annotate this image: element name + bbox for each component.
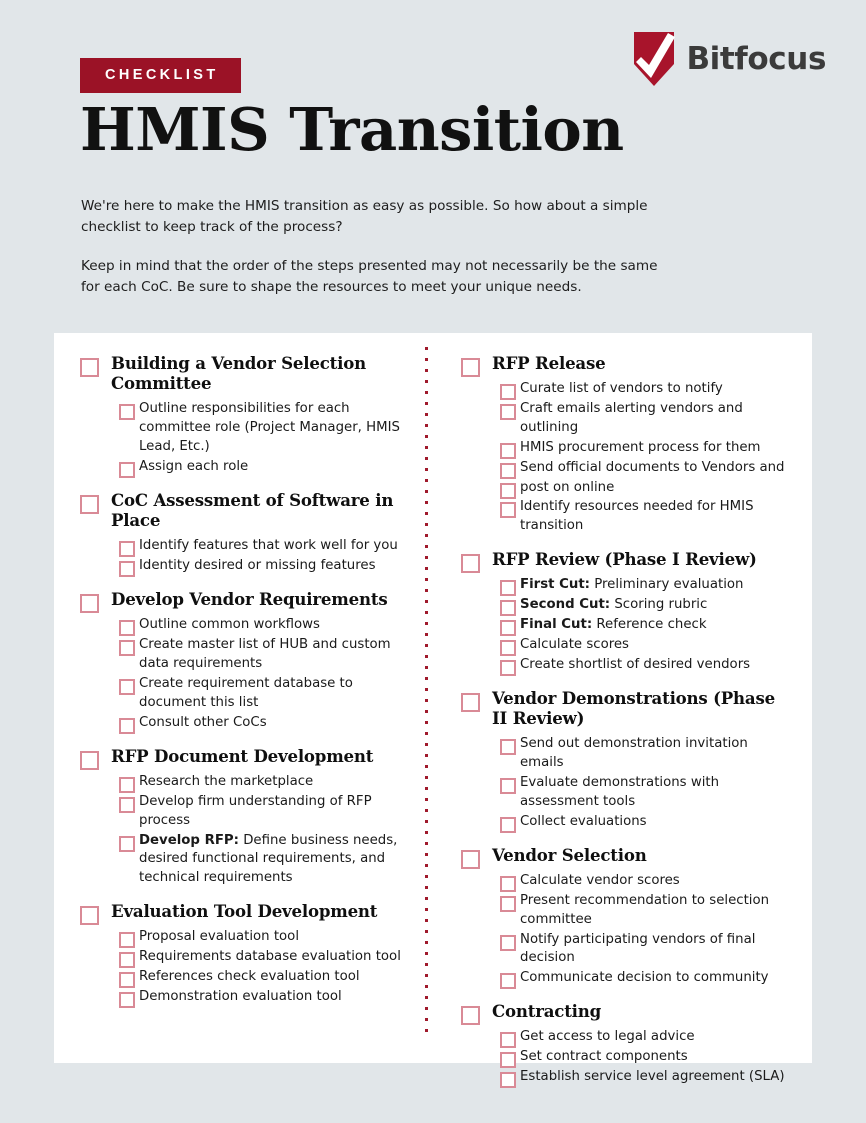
checklist-item-label bbox=[520, 616, 788, 635]
checkbox-icon[interactable] bbox=[500, 1032, 512, 1044]
checklist-group-title: Develop Vendor Requirements bbox=[111, 589, 388, 610]
checkbox-icon[interactable] bbox=[500, 1072, 512, 1084]
checklist-item-label: Consult other CoCs bbox=[139, 714, 267, 730]
checklist-item[interactable] bbox=[119, 400, 411, 457]
checklist-item-label: Develop firm understanding of RFP process bbox=[139, 793, 372, 828]
checkbox-icon[interactable] bbox=[119, 541, 131, 553]
checklist-item[interactable] bbox=[119, 458, 411, 477]
checklist-item[interactable] bbox=[500, 774, 788, 812]
checklist-item-label: HMIS procurement process for them bbox=[520, 439, 761, 455]
checklist-item[interactable] bbox=[500, 479, 788, 498]
checklist-sublist bbox=[80, 616, 411, 732]
checklist-sublist bbox=[80, 400, 411, 477]
checklist-item-label: Create master list of HUB and custom data requirements bbox=[139, 637, 391, 672]
intro-paragraph-1: We're here to make the HMIS transition as easy as possible. So how about a simple checklist to keep track of the process? bbox=[81, 198, 648, 236]
checklist-item-label-emphasis: Develop RFP: bbox=[139, 832, 239, 848]
checklist-item[interactable] bbox=[119, 675, 411, 713]
checkbox-icon[interactable] bbox=[500, 896, 512, 908]
checklist-item[interactable] bbox=[119, 928, 411, 947]
checkbox-icon[interactable] bbox=[119, 972, 131, 984]
checklist-sublist bbox=[461, 576, 788, 674]
checkbox-icon[interactable] bbox=[119, 797, 131, 809]
checklist-sublist bbox=[461, 872, 788, 988]
checklist-group-title: Contracting bbox=[492, 1001, 602, 1022]
checkbox-icon[interactable] bbox=[119, 620, 131, 632]
checklist-sublist bbox=[80, 928, 411, 1007]
checkbox-icon[interactable] bbox=[500, 502, 512, 514]
checklist-item[interactable] bbox=[500, 892, 788, 930]
checkbox-icon[interactable] bbox=[500, 739, 512, 751]
checklist-item[interactable] bbox=[500, 636, 788, 655]
checkbox-icon[interactable] bbox=[119, 932, 131, 944]
checklist-item-label-rest: Scoring rubric bbox=[610, 597, 708, 613]
checkbox-icon[interactable] bbox=[119, 640, 131, 652]
checkbox-icon[interactable] bbox=[119, 992, 131, 1004]
checklist-sublist bbox=[461, 735, 788, 831]
checklist-item-label: Collect evaluations bbox=[520, 813, 647, 829]
checkbox-icon[interactable] bbox=[500, 404, 512, 416]
checklist-group-header[interactable] bbox=[461, 844, 788, 865]
checklist-item-label: Assign each role bbox=[139, 459, 249, 475]
checklist-item[interactable] bbox=[500, 969, 788, 988]
checklist-item[interactable] bbox=[500, 380, 788, 399]
checklist-item[interactable] bbox=[500, 656, 788, 675]
checklist-group-title: Vendor Selection bbox=[492, 844, 647, 865]
checkbox-icon[interactable] bbox=[119, 561, 131, 573]
checklist-item[interactable] bbox=[500, 1028, 788, 1047]
checklist-item-label: Get access to legal advice bbox=[520, 1029, 695, 1045]
checklist-group-header[interactable] bbox=[80, 591, 411, 609]
checklist-item-label: Outline common workflows bbox=[139, 617, 320, 633]
checklist-item-label-rest: Reference check bbox=[592, 617, 707, 633]
checkbox-icon[interactable] bbox=[500, 600, 512, 612]
checklist-item-label-emphasis: Second Cut: bbox=[520, 597, 611, 613]
checklist-item-label: Identity desired or missing features bbox=[139, 558, 376, 574]
checklist-item-label bbox=[520, 596, 788, 615]
checklist-item-label: Research the marketplace bbox=[139, 773, 314, 789]
intro-paragraph-2: Keep in mind that the order of the steps presented may not necessarily be the same for each CoC. Be sure to shape the resources to meet your unique needs. bbox=[81, 258, 658, 296]
checklist-item-label: Create requirement database to document this list bbox=[139, 676, 353, 710]
checklist-item-label-rest: Define business needs, desired functional requirements, and technical requirements bbox=[139, 832, 398, 886]
checklist-item-label: Calculate scores bbox=[520, 637, 629, 653]
checklist-item-label: Create shortlist of desired vendors bbox=[520, 656, 751, 672]
checklist-group-header[interactable] bbox=[461, 355, 788, 373]
bitfocus-checkmark-logo-icon bbox=[631, 30, 677, 88]
page-title: HMIS Transition bbox=[80, 95, 624, 164]
checkbox-icon[interactable] bbox=[500, 778, 512, 790]
checklist-group-title: Building a Vendor Selection Committee bbox=[111, 353, 366, 394]
checkbox-icon[interactable] bbox=[119, 679, 131, 691]
checklist-item[interactable] bbox=[500, 459, 788, 478]
checklist-item[interactable] bbox=[500, 439, 788, 458]
checkbox-icon[interactable] bbox=[119, 718, 131, 730]
checklist-group-header[interactable] bbox=[80, 745, 411, 766]
checkbox-icon[interactable] bbox=[80, 906, 95, 921]
checklist-item-label: Send out demonstration invitation emails bbox=[520, 736, 748, 771]
checklist-group-title: CoC Assessment of Software in Place bbox=[111, 489, 394, 531]
checklist-item-label: Requirements database evaluation tool bbox=[139, 949, 401, 965]
checklist-group-header[interactable] bbox=[461, 1003, 788, 1021]
checklist-item[interactable] bbox=[119, 832, 411, 889]
checklist-item[interactable] bbox=[119, 948, 411, 967]
checkbox-icon[interactable] bbox=[461, 1006, 476, 1021]
checklist-group-rfp-release bbox=[461, 355, 788, 536]
checklist-item-label: Communicate decision to community bbox=[520, 970, 769, 986]
column-divider bbox=[425, 347, 428, 1035]
checkbox-icon[interactable] bbox=[461, 358, 476, 373]
checklist-group-rfp-document-development bbox=[80, 745, 411, 888]
checkbox-icon[interactable] bbox=[500, 660, 512, 672]
checklist-item[interactable] bbox=[500, 1068, 788, 1087]
checklist-item[interactable] bbox=[500, 596, 788, 615]
checklist-item[interactable] bbox=[119, 714, 411, 733]
checklist-group-evaluation-tool-development bbox=[80, 903, 411, 1007]
checklist-group-header[interactable] bbox=[461, 687, 788, 729]
checkbox-icon[interactable] bbox=[461, 693, 476, 708]
checkbox-icon[interactable] bbox=[119, 836, 131, 848]
checkbox-icon[interactable] bbox=[500, 1052, 512, 1064]
checklist-group-title: RFP Document Development bbox=[111, 745, 374, 766]
checklist-group-title: RFP Review (Phase I Review) bbox=[492, 549, 757, 570]
checklist-item-label: post on online bbox=[520, 479, 615, 495]
checkbox-icon[interactable] bbox=[500, 483, 512, 495]
checklist-item[interactable] bbox=[500, 872, 788, 891]
checklist-group-vendor-demonstrations-phase-ii-review bbox=[461, 687, 788, 832]
checkbox-icon[interactable] bbox=[500, 580, 512, 592]
checklist-group-header[interactable] bbox=[80, 903, 411, 921]
checklist-card bbox=[54, 333, 812, 1085]
checklist-item[interactable] bbox=[500, 616, 788, 635]
checklist-item[interactable] bbox=[500, 813, 788, 832]
checklist-item-label: Present recommendation to selection committee bbox=[520, 892, 770, 927]
checklist-item-label: Calculate vendor scores bbox=[520, 872, 680, 888]
checklist-item[interactable] bbox=[119, 616, 411, 635]
checklist-item-label-emphasis: First Cut: bbox=[520, 577, 590, 593]
checklist-item-label: References check evaluation tool bbox=[139, 969, 360, 985]
checklist-group-develop-vendor-requirements bbox=[80, 591, 411, 732]
checklist-group-rfp-review-phase-i-review bbox=[461, 551, 788, 675]
checklist-item-label: Identify resources needed for HMIS transition bbox=[520, 499, 754, 534]
checklist-left-column bbox=[54, 355, 425, 1063]
checklist-group-contracting bbox=[461, 1003, 788, 1087]
checklist-item[interactable] bbox=[119, 557, 411, 576]
checkbox-icon[interactable] bbox=[461, 850, 476, 865]
bitfocus-logo bbox=[631, 30, 826, 88]
checkbox-icon[interactable] bbox=[500, 876, 512, 888]
checklist-item[interactable] bbox=[500, 400, 788, 438]
bitfocus-logo-text: Bitfocus bbox=[686, 40, 826, 77]
checklist-item-label: Evaluate demonstrations with assessment tools bbox=[520, 775, 720, 809]
checklist-item[interactable] bbox=[500, 498, 788, 536]
checklist-item-label: Demonstration evaluation tool bbox=[139, 989, 342, 1005]
checkbox-icon[interactable] bbox=[119, 404, 131, 416]
checklist-item-label: Set contract components bbox=[520, 1049, 688, 1065]
checklist-item[interactable] bbox=[119, 793, 411, 831]
checklist-item[interactable] bbox=[119, 636, 411, 674]
checklist-item[interactable] bbox=[119, 988, 411, 1007]
checklist-group-vendor-selection bbox=[461, 844, 788, 988]
checkbox-icon[interactable] bbox=[119, 777, 131, 789]
checklist-group-coc-assessment-of-software-in-place bbox=[80, 489, 411, 576]
checklist-item-label-emphasis: Final Cut: bbox=[520, 617, 593, 633]
checklist-item[interactable] bbox=[119, 968, 411, 987]
checkbox-icon[interactable] bbox=[500, 443, 512, 455]
document-header bbox=[0, 0, 866, 333]
checklist-item[interactable] bbox=[119, 773, 411, 792]
checkbox-icon[interactable] bbox=[80, 594, 95, 609]
checklist-item-label bbox=[139, 832, 411, 889]
checklist-item[interactable] bbox=[119, 537, 411, 556]
checklist-item[interactable] bbox=[500, 735, 788, 773]
checklist-group-title: Evaluation Tool Development bbox=[111, 901, 378, 922]
checklist-group-header[interactable] bbox=[461, 551, 788, 569]
checklist-item-label: Establish service level agreement (SLA) bbox=[520, 1069, 785, 1085]
checklist-item-label: Craft emails alerting vendors and outlining bbox=[520, 401, 743, 435]
checklist-item-label: Notify participating vendors of final decision bbox=[520, 931, 756, 966]
checklist-item[interactable] bbox=[500, 576, 788, 595]
checklist-columns bbox=[54, 333, 812, 1085]
checklist-item-label: Outline responsibilities for each committee role (Project Manager, HMIS Lead, Etc.) bbox=[139, 401, 400, 455]
checklist-item-label: Curate list of vendors to notify bbox=[520, 381, 723, 397]
checkbox-icon[interactable] bbox=[80, 751, 95, 766]
checkbox-icon[interactable] bbox=[500, 817, 512, 829]
checklist-item-label: Identify features that work well for you bbox=[139, 538, 398, 554]
checklist-right-column bbox=[425, 353, 796, 1085]
checkbox-icon[interactable] bbox=[500, 620, 512, 632]
checklist-sublist bbox=[80, 537, 411, 576]
checklist-group-building-a-vendor-selection-committee bbox=[80, 355, 411, 477]
checklist-sublist bbox=[461, 380, 788, 536]
checklist-group-title: Vendor Demonstrations (Phase II Review) bbox=[492, 687, 775, 729]
checklist-item-label: Send official documents to Vendors and bbox=[520, 459, 785, 475]
checklist-item-label bbox=[520, 576, 788, 595]
checklist-group-header[interactable] bbox=[80, 355, 411, 393]
checkbox-icon[interactable] bbox=[119, 952, 131, 964]
checkbox-icon[interactable] bbox=[500, 973, 512, 985]
checklist-item-label-rest: Preliminary evaluation bbox=[590, 577, 744, 593]
checklist-item-label: Proposal evaluation tool bbox=[139, 929, 300, 945]
checkbox-icon[interactable] bbox=[500, 384, 512, 396]
checklist-group-title: RFP Release bbox=[492, 353, 606, 373]
intro-text bbox=[81, 196, 661, 298]
checkbox-icon[interactable] bbox=[500, 935, 512, 947]
checklist-sublist bbox=[80, 773, 411, 888]
checkbox-icon[interactable] bbox=[80, 495, 95, 510]
checklist-sublist bbox=[461, 1028, 788, 1087]
checklist-group-header[interactable] bbox=[80, 489, 411, 531]
checkbox-icon[interactable] bbox=[119, 462, 131, 474]
checklist-item[interactable] bbox=[500, 1048, 788, 1067]
checkbox-icon[interactable] bbox=[500, 640, 512, 652]
checklist-item[interactable] bbox=[500, 931, 788, 969]
checkbox-icon[interactable] bbox=[500, 463, 512, 475]
checklist-badge: CHECKLIST bbox=[80, 58, 241, 93]
checkbox-icon[interactable] bbox=[461, 554, 476, 569]
checkbox-icon[interactable] bbox=[80, 358, 95, 373]
